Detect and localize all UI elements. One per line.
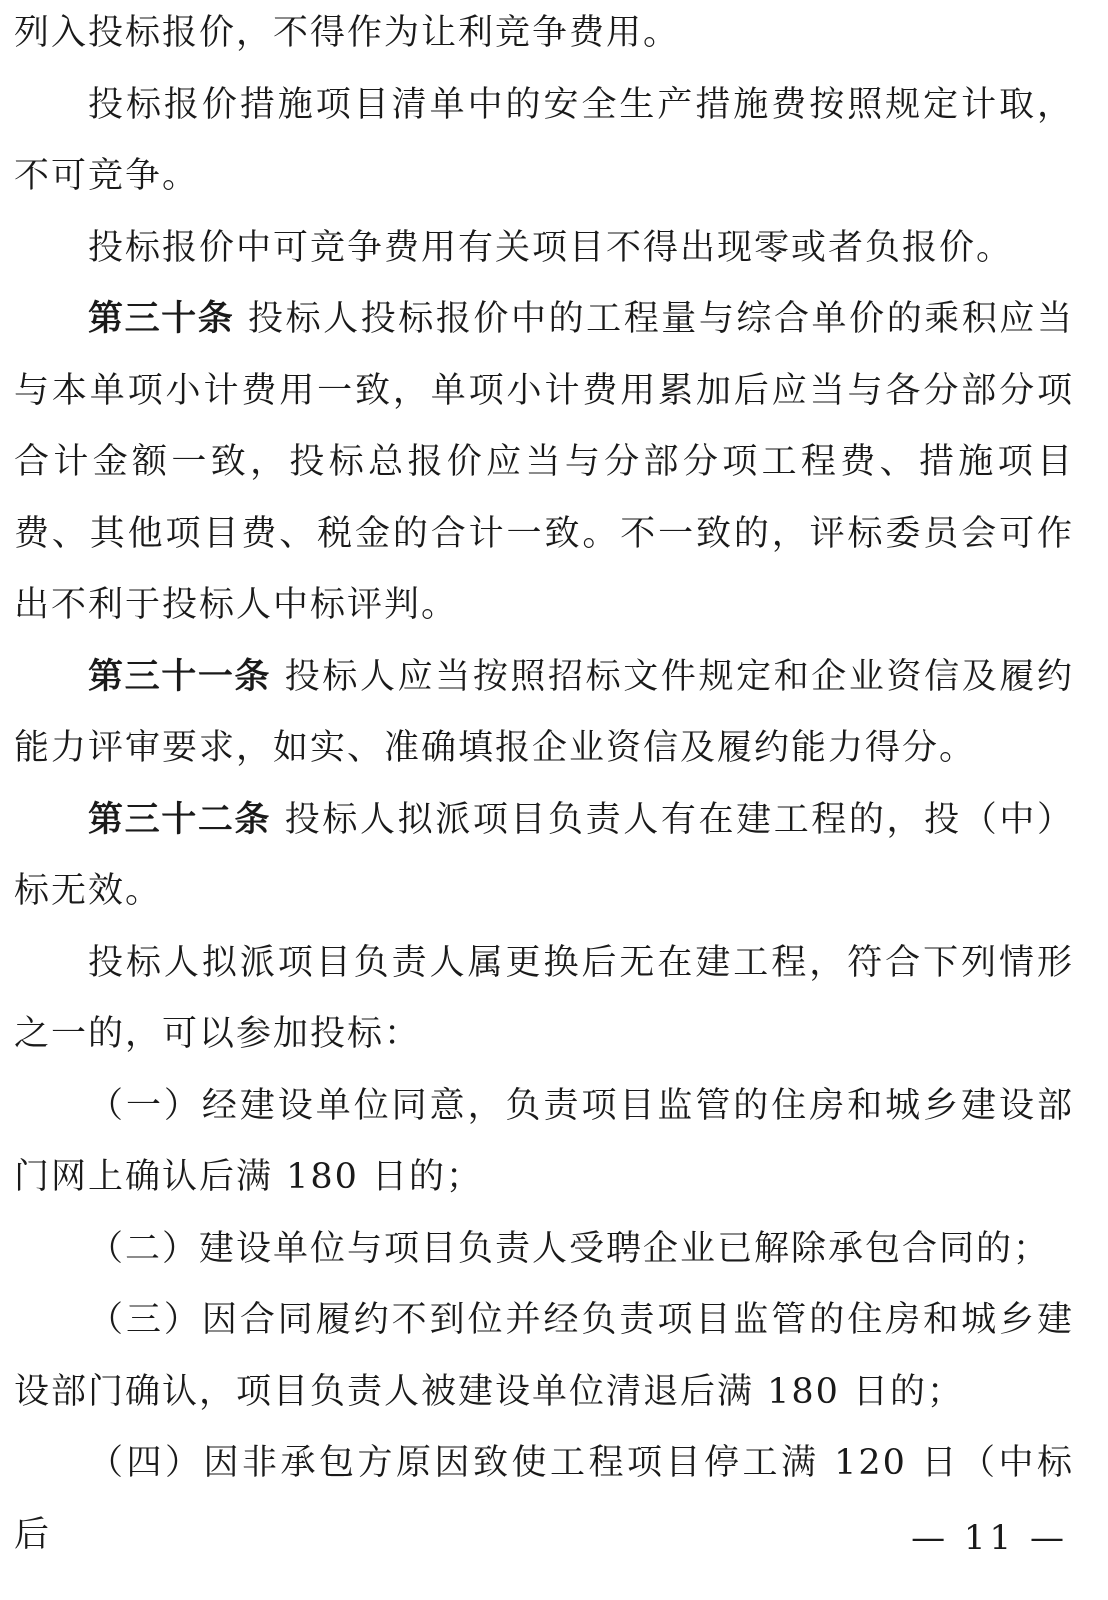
article-heading: 第三十一条 [88,656,272,697]
paragraph-text: （一）经建设单位同意，负责项目监管的住房和城乡建设部门网上确认后满 180 日的； [14,1085,1074,1197]
page-number: — 11 — [911,1518,1068,1558]
list-item [14,1214,1074,1286]
paragraph-text: 投标人拟派项目负责人有在建工程的，投（中）标无效。 [14,799,1074,911]
article-paragraph [14,284,1074,642]
paragraph-text: （四）因非承包方原因致使工程项目停工满 120 日（中标后 [14,1443,1074,1555]
paragraph-text: 列入投标报价，不得作为让利竞争费用。 [14,13,681,53]
article-paragraph [14,785,1074,928]
paragraph-text: 投标人拟派项目负责人属更换后无在建工程，符合下列情形之一的，可以参加投标： [14,942,1074,1054]
paragraph-text: （三）因合同履约不到位并经负责项目监管的住房和城乡建设部门确认，项目负责人被建设单位清退后满 180 日的； [14,1300,1074,1412]
paragraph-text: 投标人应当按照招标文件规定和企业资信及履约能力评审要求，如实、准确填报企业资信及履约能力得分。 [14,656,1074,768]
paragraph [14,928,1074,1071]
list-item [14,1285,1074,1428]
paragraph-text: （二）建设单位与项目负责人受聘企业已解除承包合同的； [88,1228,1051,1269]
paragraph-text: 投标报价中可竞争费用有关项目不得出现零或者负报价。 [88,227,1014,268]
document-page [14,0,1074,1571]
paragraph [14,0,1074,70]
article-heading: 第三十二条 [88,799,272,840]
paragraph [14,213,1074,285]
article-paragraph [14,642,1074,785]
article-heading: 第三十条 [88,299,235,339]
paragraph-text: 投标报价措施项目清单中的安全生产措施费按照规定计取，不可竞争。 [14,84,1074,196]
paragraph-text: 投标人投标报价中的工程量与综合单价的乘积应当与本单项小计费用一致，单项小计费用累加后应当与各分部分项合计金额一致，投标总报价应当与分部分项工程费、措施项目费、其他项目费、税金的合计一致。不一致的，评标委员会可作出不利于投标人中标评判。 [14,299,1074,625]
paragraph [14,70,1074,213]
list-item [14,1071,1074,1214]
